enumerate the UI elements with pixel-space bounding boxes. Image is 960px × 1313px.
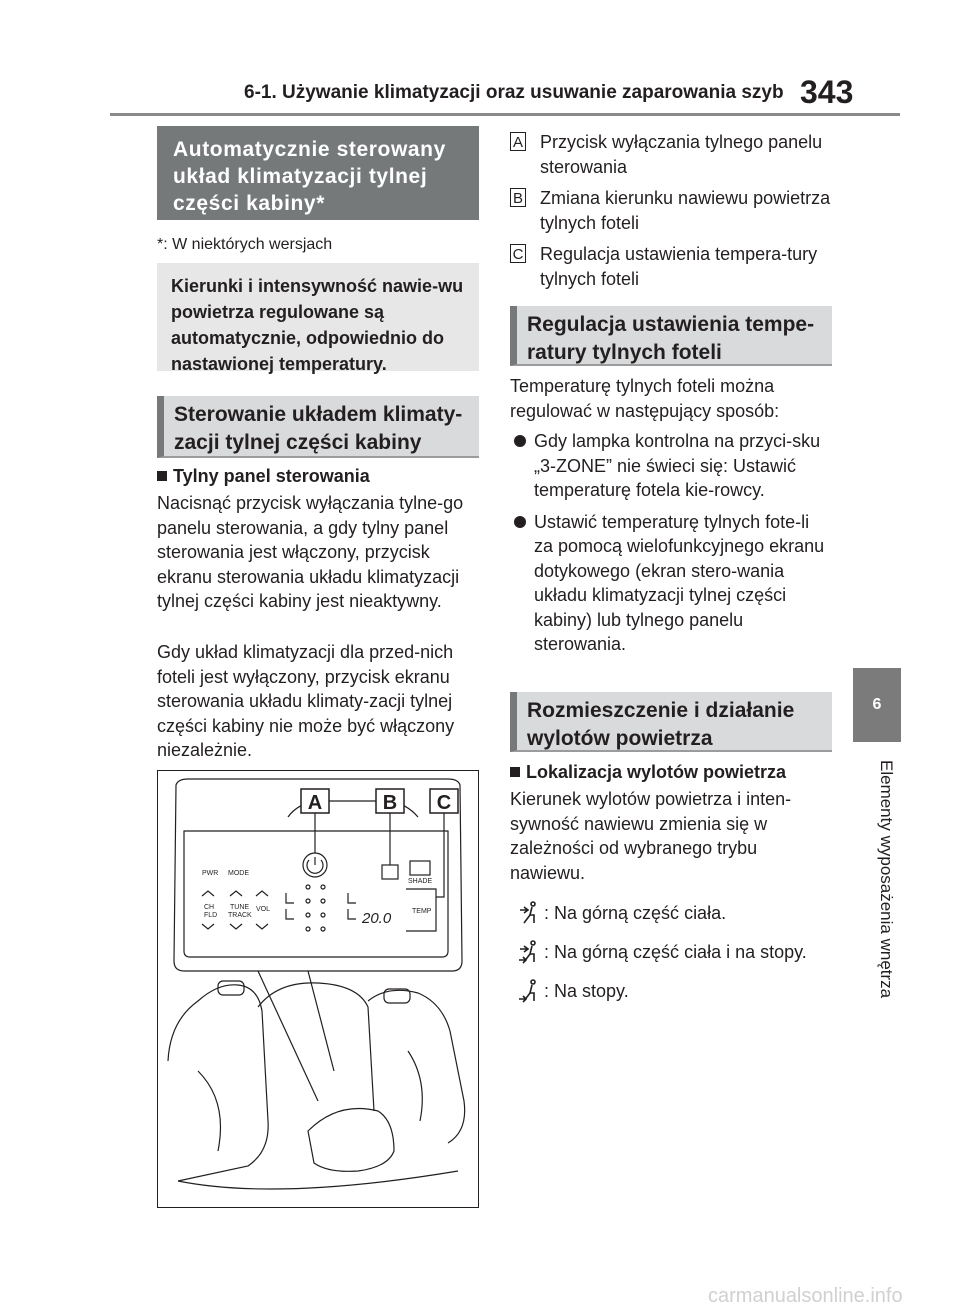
airflow-mode-feet <box>518 971 838 1011</box>
legend-label-a: A <box>510 132 526 151</box>
legend-item-a <box>510 130 832 186</box>
subheading-rear-panel <box>157 464 479 488</box>
main-title: Automatycznie sterowany układ klimatyzacji tylnej części kabiny* <box>173 138 446 215</box>
legend-item-c <box>510 242 832 298</box>
upper-body-and-feet-airflow-icon <box>518 940 540 964</box>
footnote: *: W niektórych wersjach <box>157 236 333 253</box>
bullet-item <box>514 429 832 503</box>
bullet-list <box>514 429 832 657</box>
panel-label-pwr: PWR <box>202 870 219 877</box>
panel-label-mode: MODE <box>228 870 249 877</box>
square-bullet-icon <box>157 471 167 481</box>
legend-label-c: C <box>510 244 526 263</box>
info-note-text: Kierunki i intensywność nawie-wu powietrza regulowane są automatycznie, odpowiednio do nastawionej temperatury. <box>171 276 464 374</box>
airflow-mode-upper-feet <box>518 933 838 971</box>
subheading-text: Tylny panel sterowania <box>173 466 370 486</box>
panel-label-tune: TUNE <box>230 904 250 911</box>
upper-body-airflow-icon <box>518 901 540 925</box>
section-heading-text: Sterowanie układem klimaty-zacji tylnej części kabiny <box>174 403 463 454</box>
panel-label-vol: VOL <box>256 906 271 913</box>
panel-label-temp: TEMP <box>412 908 432 915</box>
legend-text-c: Regulacja ustawienia tempera-tury tylnych foteli <box>540 244 818 289</box>
airflow-mode-upper <box>518 893 838 933</box>
section-heading-rear-control <box>157 396 479 458</box>
chapter-title: 6-1. Używanie klimatyzacji oraz usuwanie zaparowania szyb <box>244 82 784 103</box>
legend-label-b: B <box>510 188 526 207</box>
info-note-box <box>157 263 479 374</box>
callout-a: A <box>307 792 323 814</box>
watermark: carmanualsonline.info <box>708 1285 903 1307</box>
bullet-dot-icon <box>514 435 526 447</box>
section-heading-outlets <box>510 692 832 752</box>
paragraph-front-ac-off: Gdy układ klimatyzacji dla przed-nich foteli jest wyłączony, przycisk ekranu sterowania układu klimaty-zacji tylnej części kabiny nie może być włączony niezależnie. <box>157 642 455 760</box>
page-number: 343 <box>800 74 854 110</box>
legend-text-a: Przycisk wyłączania tylnego panelu sterowania <box>540 132 823 177</box>
subheading-outlet-location <box>510 760 832 784</box>
paragraph-rear-panel: Nacisnąć przycisk wyłączania tylne-go panelu sterowania, a gdy tylny panel sterowania jest włączony, przycisk ekranu sterowania układu klimatyzacji tylnej części kabiny jest nieaktywny. <box>157 493 464 611</box>
main-title-box <box>157 126 479 220</box>
header-divider <box>110 113 900 116</box>
panel-label-shade: SHADE <box>408 878 433 885</box>
paragraph-temperature-intro: Temperaturę tylnych foteli można regulować w następujący sposób: <box>510 376 780 421</box>
subheading-text: Lokalizacja wylotów powietrza <box>526 762 787 782</box>
feet-airflow-icon <box>518 979 540 1003</box>
airflow-mode-text: : Na stopy. <box>544 980 629 1001</box>
panel-label-ch: CH <box>204 904 215 911</box>
bullet-text: Gdy lampka kontrolna na przyci-sku „3-ZONE” nie świeci się: Ustawić temperaturę fotela kie-rowcy. <box>534 431 821 500</box>
airflow-mode-text: : Na górną część ciała. <box>544 902 727 923</box>
bullet-text: Ustawić temperaturę tylnych fote-li za pomocą wielofunkcyjnego ekranu dotykowego (ekran stero-wania układu klimatyzacji tylnej części kabiny) lub tylnego panelu sterowania. <box>534 511 825 654</box>
airflow-mode-text: : Na górną część ciała i na stopy. <box>544 941 807 962</box>
panel-temp-display: 20.0 <box>362 910 392 927</box>
bullet-dot-icon <box>514 516 526 528</box>
square-bullet-icon <box>510 767 520 777</box>
section-heading-temperature <box>510 306 832 366</box>
panel-label-track: TRACK <box>228 912 252 919</box>
panel-label-fld: FLD <box>204 912 218 919</box>
callout-c: C <box>436 792 452 814</box>
paragraph-outlets: Kierunek wylotów powietrza i inten-sywność nawiewu zmienia się w zależności od wybranego trybu nawiewu. <box>510 789 792 883</box>
chapter-tab-number: 6 <box>872 696 882 713</box>
legend-list <box>510 130 832 298</box>
airflow-mode-list <box>518 893 838 1011</box>
section-heading-text: Regulacja ustawienia tempe-ratury tylnych foteli <box>527 313 815 364</box>
section-heading-text: Rozmieszczenie i działanie wylotów powietrza <box>527 699 795 750</box>
callout-b: B <box>382 792 398 814</box>
legend-text-b: Zmiana kierunku nawiewu powietrza tylnych foteli <box>540 188 831 233</box>
chapter-side-label: Elementy wyposażenia wnętrza <box>877 760 896 999</box>
chapter-tab[interactable] <box>853 668 901 742</box>
illustration-drawing <box>158 771 477 1206</box>
legend-item-b <box>510 186 832 242</box>
bullet-item <box>514 510 832 657</box>
rear-panel-illustration <box>157 770 479 1208</box>
